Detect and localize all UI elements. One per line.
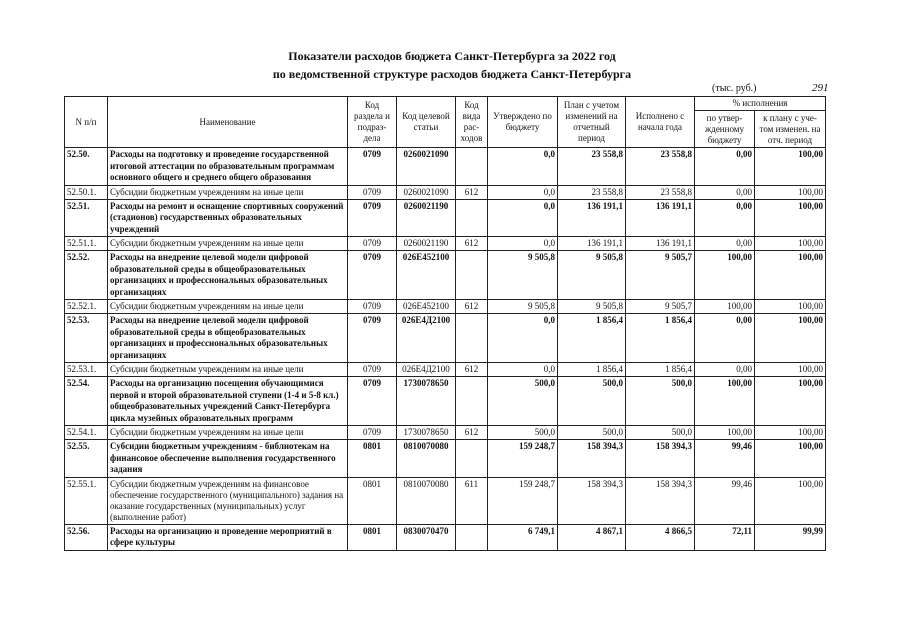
cell-pct-approved: 100,00 <box>695 251 755 300</box>
table-row <box>65 199 826 237</box>
cell-kind <box>456 314 488 363</box>
cell-pct-plan: 100,00 <box>755 148 826 186</box>
cell-section: 0709 <box>348 314 397 363</box>
cell-name: Расходы на подготовку и проведение государственной итоговой аттестации по образовательным программам основного общего и среднего общего образования <box>108 148 348 186</box>
cell-plan: 23 558,8 <box>558 185 626 199</box>
cell-pct-plan: 99,99 <box>755 524 826 550</box>
cell-name: Расходы на организацию посещения обучающимися первой и второй образовательной ступени (1-4 и 5-8 кл.) общеобразовательных учреждений Санкт-Петербурга цикла музейных образовательных программ <box>108 377 348 426</box>
cell-num: 52.50. <box>65 148 108 186</box>
cell-approved: 9 505,8 <box>488 300 558 314</box>
cell-pct-approved: 99,46 <box>695 440 755 478</box>
cell-pct-plan: 100,00 <box>755 426 826 440</box>
cell-pct-approved: 0,00 <box>695 314 755 363</box>
cell-executed: 500,0 <box>626 377 695 426</box>
cell-num: 52.54. <box>65 377 108 426</box>
cell-section: 0709 <box>348 185 397 199</box>
cell-kind: 612 <box>456 237 488 251</box>
document-title-line1: Показатели расходов бюджета Санкт-Петербурга за 2022 год <box>288 49 616 63</box>
cell-pct-approved: 0,00 <box>695 148 755 186</box>
cell-num: 52.51.1. <box>65 237 108 251</box>
table-row <box>65 477 826 524</box>
cell-target: 0810070080 <box>397 477 456 524</box>
cell-pct-plan: 100,00 <box>755 477 826 524</box>
col-header-plan: План с учетом изменений на отчетный период <box>558 97 626 148</box>
table-row <box>65 185 826 199</box>
col-header-pct-approved: по утвер-жденному бюджету <box>695 111 755 148</box>
cell-kind <box>456 148 488 186</box>
cell-plan: 9 505,8 <box>558 300 626 314</box>
cell-approved: 159 248,7 <box>488 477 558 524</box>
cell-executed: 158 394,3 <box>626 440 695 478</box>
cell-target: 0260021190 <box>397 237 456 251</box>
cell-name: Субсидии бюджетным учреждениям на иные цели <box>108 237 348 251</box>
cell-approved: 0,0 <box>488 185 558 199</box>
cell-plan: 136 191,1 <box>558 199 626 237</box>
cell-pct-plan: 100,00 <box>755 185 826 199</box>
cell-pct-plan: 100,00 <box>755 300 826 314</box>
units-label: (тыс. руб.) <box>712 83 757 94</box>
budget-table <box>64 96 826 551</box>
document-title-line2: по ведомственной структуре расходов бюджета Санкт-Петербурга <box>272 67 632 81</box>
cell-executed: 158 394,3 <box>626 477 695 524</box>
cell-approved: 0,0 <box>488 148 558 186</box>
cell-executed: 1 856,4 <box>626 363 695 377</box>
cell-executed: 500,0 <box>626 426 695 440</box>
cell-num: 52.51. <box>65 199 108 237</box>
cell-section: 0709 <box>348 199 397 237</box>
table-row <box>65 426 826 440</box>
cell-pct-approved: 100,00 <box>695 377 755 426</box>
cell-approved: 0,0 <box>488 314 558 363</box>
cell-section: 0709 <box>348 426 397 440</box>
cell-name: Субсидии бюджетным учреждениям на иные цели <box>108 185 348 199</box>
col-header-num: N п/п <box>65 97 108 148</box>
cell-section: 0801 <box>348 440 397 478</box>
table-row <box>65 314 826 363</box>
cell-approved: 6 749,1 <box>488 524 558 550</box>
table-row <box>65 237 826 251</box>
page-number: 291 <box>812 82 829 94</box>
cell-name: Субсидии бюджетным учреждениям на иные цели <box>108 426 348 440</box>
col-header-pct-group: % исполнения <box>695 97 826 111</box>
cell-target: 026Е4Д2100 <box>397 363 456 377</box>
cell-kind <box>456 199 488 237</box>
cell-kind <box>456 440 488 478</box>
table-row <box>65 524 826 550</box>
cell-executed: 9 505,7 <box>626 300 695 314</box>
cell-pct-approved: 0,00 <box>695 237 755 251</box>
cell-plan: 1 856,4 <box>558 363 626 377</box>
cell-target: 1730078650 <box>397 426 456 440</box>
cell-plan: 4 867,1 <box>558 524 626 550</box>
cell-pct-approved: 100,00 <box>695 300 755 314</box>
cell-executed: 1 856,4 <box>626 314 695 363</box>
cell-pct-plan: 100,00 <box>755 199 826 237</box>
cell-name: Расходы на внедрение целевой модели цифровой образовательной среды в общеобразовательных организациях и профессиональных образовательных организациях <box>108 314 348 363</box>
cell-executed: 23 558,8 <box>626 185 695 199</box>
cell-plan: 158 394,3 <box>558 440 626 478</box>
cell-kind: 612 <box>456 426 488 440</box>
col-header-target: Код целевой статьи <box>397 97 456 148</box>
table-row <box>65 363 826 377</box>
cell-target: 1730078650 <box>397 377 456 426</box>
cell-section: 0709 <box>348 148 397 186</box>
col-header-approved: Утверждено по бюджету <box>488 97 558 148</box>
cell-section: 0709 <box>348 300 397 314</box>
col-header-pct-plan: к плану с уче-том изменен. на отч. период <box>755 111 826 148</box>
cell-pct-plan: 100,00 <box>755 363 826 377</box>
cell-target: 0260021090 <box>397 185 456 199</box>
col-header-name: Наименование <box>108 97 348 148</box>
cell-name: Расходы на организацию и проведение мероприятий в сфере культуры <box>108 524 348 550</box>
cell-pct-approved: 72,11 <box>695 524 755 550</box>
cell-section: 0709 <box>348 237 397 251</box>
cell-executed: 9 505,7 <box>626 251 695 300</box>
cell-kind <box>456 524 488 550</box>
cell-plan: 23 558,8 <box>558 148 626 186</box>
table-row <box>65 251 826 300</box>
cell-target: 0810070080 <box>397 440 456 478</box>
cell-pct-plan: 100,00 <box>755 377 826 426</box>
cell-num: 52.55. <box>65 440 108 478</box>
col-header-kind: Код вида рас-ходов <box>456 97 488 148</box>
cell-pct-approved: 0,00 <box>695 363 755 377</box>
cell-executed: 4 866,5 <box>626 524 695 550</box>
cell-executed: 23 558,8 <box>626 148 695 186</box>
cell-plan: 136 191,1 <box>558 237 626 251</box>
cell-kind: 612 <box>456 363 488 377</box>
cell-approved: 0,0 <box>488 199 558 237</box>
table-body <box>65 148 826 551</box>
cell-target: 0260021190 <box>397 199 456 237</box>
cell-name: Субсидии бюджетным учреждениям - библиотекам на финансовое обеспечение выполнения государственного задания <box>108 440 348 478</box>
cell-executed: 136 191,1 <box>626 199 695 237</box>
cell-pct-plan: 100,00 <box>755 237 826 251</box>
cell-section: 0801 <box>348 524 397 550</box>
cell-target: 0260021090 <box>397 148 456 186</box>
cell-section: 0709 <box>348 377 397 426</box>
col-header-executed: Исполнено с начала года <box>626 97 695 148</box>
table-row <box>65 377 826 426</box>
cell-pct-approved: 100,00 <box>695 426 755 440</box>
cell-kind <box>456 251 488 300</box>
cell-num: 52.52.1. <box>65 300 108 314</box>
cell-num: 52.50.1. <box>65 185 108 199</box>
cell-plan: 9 505,8 <box>558 251 626 300</box>
cell-approved: 9 505,8 <box>488 251 558 300</box>
cell-pct-approved: 0,00 <box>695 199 755 237</box>
cell-target: 026Е452100 <box>397 300 456 314</box>
table-row <box>65 300 826 314</box>
cell-plan: 158 394,3 <box>558 477 626 524</box>
cell-pct-plan: 100,00 <box>755 314 826 363</box>
table-header <box>65 97 826 148</box>
cell-approved: 500,0 <box>488 377 558 426</box>
cell-name: Субсидии бюджетным учреждениям на финансовое обеспечение государственного (муниципального) задания на оказание государственных (муниципальных) услуг (выполнение работ) <box>108 477 348 524</box>
cell-approved: 500,0 <box>488 426 558 440</box>
cell-name: Расходы на внедрение целевой модели цифровой образовательной среды в общеобразовательных организациях и профессиональных образовательных организациях <box>108 251 348 300</box>
cell-num: 52.54.1. <box>65 426 108 440</box>
cell-num: 52.52. <box>65 251 108 300</box>
cell-target: 026Е4Д2100 <box>397 314 456 363</box>
table-row <box>65 148 826 186</box>
cell-approved: 0,0 <box>488 363 558 377</box>
cell-plan: 1 856,4 <box>558 314 626 363</box>
cell-executed: 136 191,1 <box>626 237 695 251</box>
table-row <box>65 440 826 478</box>
cell-kind: 611 <box>456 477 488 524</box>
cell-plan: 500,0 <box>558 426 626 440</box>
cell-num: 52.53.1. <box>65 363 108 377</box>
cell-kind <box>456 377 488 426</box>
cell-approved: 0,0 <box>488 237 558 251</box>
cell-name: Субсидии бюджетным учреждениям на иные цели <box>108 300 348 314</box>
cell-pct-approved: 99,46 <box>695 477 755 524</box>
cell-section: 0709 <box>348 251 397 300</box>
cell-target: 0830070470 <box>397 524 456 550</box>
cell-pct-plan: 100,00 <box>755 251 826 300</box>
cell-section: 0709 <box>348 363 397 377</box>
cell-pct-plan: 100,00 <box>755 440 826 478</box>
cell-section: 0801 <box>348 477 397 524</box>
cell-pct-approved: 0,00 <box>695 185 755 199</box>
cell-kind: 612 <box>456 185 488 199</box>
cell-target: 026Е452100 <box>397 251 456 300</box>
cell-plan: 500,0 <box>558 377 626 426</box>
cell-num: 52.55.1. <box>65 477 108 524</box>
cell-num: 52.53. <box>65 314 108 363</box>
cell-name: Расходы на ремонт и оснащение спортивных сооружений (стадионов) государственных образовательных учреждений <box>108 199 348 237</box>
cell-num: 52.56. <box>65 524 108 550</box>
cell-kind: 612 <box>456 300 488 314</box>
cell-name: Субсидии бюджетным учреждениям на иные цели <box>108 363 348 377</box>
cell-approved: 159 248,7 <box>488 440 558 478</box>
col-header-section: Код раздела и подраз-дела <box>348 97 397 148</box>
